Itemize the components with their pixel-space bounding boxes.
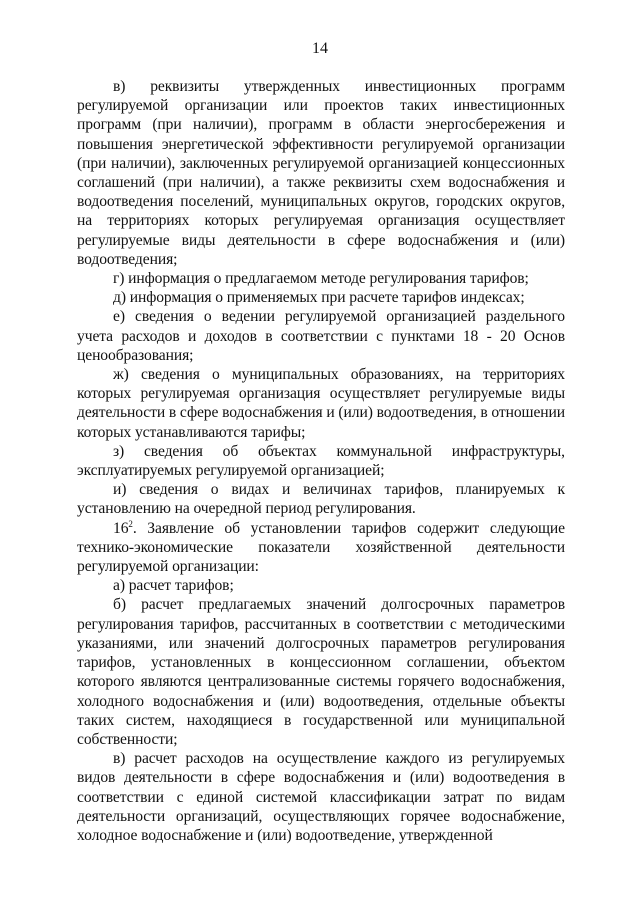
section-superscript: 2 bbox=[128, 518, 133, 529]
section-text: . Заявление об установлении тарифов содержит следующие технико-экономические показатели хозяйственной деятельности регулируемой организации: bbox=[77, 519, 565, 576]
paragraph-zh: ж) сведения о муниципальных образованиях, на территориях которых регулируемая организация осуществляет регулируемые виды деятельности в сфере водоснабжения и (или) водоотведения, в отношении которых устанавливаются тарифы; bbox=[77, 366, 566, 441]
section-16-2 bbox=[77, 519, 565, 577]
paragraph-a: а) расчет тарифов; bbox=[113, 577, 234, 595]
page-number: 14 bbox=[312, 40, 328, 57]
paragraph-e: е) сведения о ведении регулируемой организацией раздельного учета расходов и доходов в соответствии с пунктами 18 - 20 Основ ценообразования; bbox=[77, 308, 565, 364]
section-number: 16 bbox=[113, 519, 129, 537]
paragraph-i: и) сведения о видах и величинах тарифов, планируемых к установлению на очередной период регулирования. bbox=[77, 481, 565, 518]
paragraph-v: в) реквизиты утвержденных инвестиционных программ регулируемой организации или проектов таких инвестиционных программ (при наличии), программ в области энергосбережения и повышения энергетической эффективности регулируемой организации (при наличии), заключенных регулируемой организацией концессионных соглашений (при наличии), а также реквизиты схем водоснабжения и водоотведения поселений, муниципальных округов, городских округов, на территориях которых регулируемая организация осуществляет регулируемые виды деятельности в сфере водоснабжения и (или) водоотведения; bbox=[77, 78, 565, 268]
document-body bbox=[77, 77, 565, 845]
paragraph-d: д) информация о применяемых при расчете тарифов индексах; bbox=[113, 289, 525, 307]
paragraph-g: г) информация о предлагаемом методе регулирования тарифов; bbox=[113, 270, 529, 288]
paragraph-v2: в) расчет расходов на осуществление каждого из регулируемых видов деятельности в сфере водоснабжения и (или) водоотведения в соответствии с единой системой классификации затрат по видам деятельности организаций, осуществляющих горячее водоснабжение, холодное водоснабжение и (или) водоотведение, утвержденной bbox=[77, 750, 565, 844]
paragraph-b: б) расчет предлагаемых значений долгосрочных параметров регулирования тарифов, рассчитанных в соответствии с методическими указаниями, или значений долгосрочных параметров регулирования тарифов, установленных в концессионном соглашении, объектом которого являются централизованные системы горячего водоснабжения, холодного водоснабжения и (или) водоотведения, отдельные объекты таких систем, находящиеся в государственной или муниципальной собственности; bbox=[77, 596, 565, 748]
paragraph-z: з) сведения об объектах коммунальной инфраструктуры, эксплуатируемых регулируемой организацией; bbox=[77, 442, 565, 480]
